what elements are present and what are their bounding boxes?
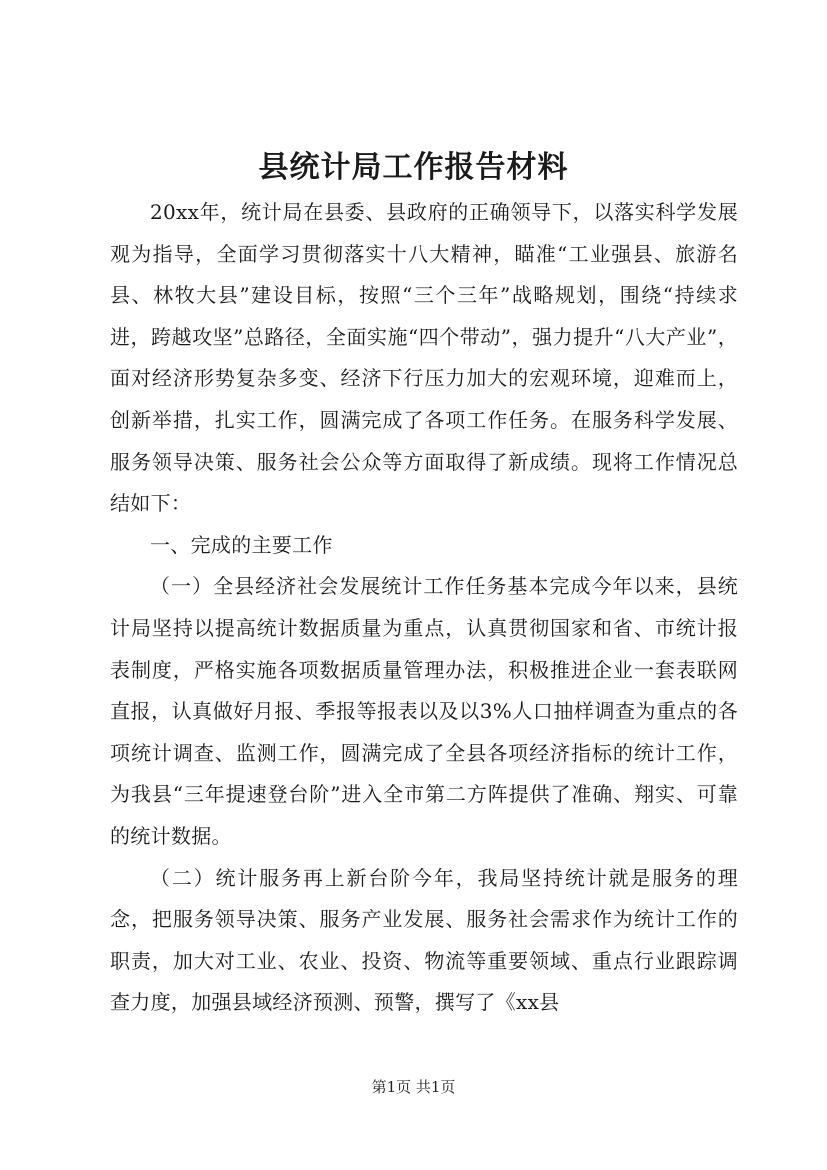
document-body (110, 192, 738, 1024)
paragraph-section-one: （一）全县经济社会发展统计工作任务基本完成今年以来，县统计局坚持以提高统计数据质量为重点，认真贯彻国家和省、市统计报表制度，严格实施各项数据质量管理办法，积极推进企业一套表联网直报，认真做好月报、季报等报表以及以3%人口抽样调查为重点的各项统计调查、监测工作，圆满完成了全县各项经济指标的统计工作，为我县“三年提速登台阶”进入全市第二方阵提供了准确、翔实、可靠的统计数据。 (110, 574, 738, 848)
document-title: 县统计局工作报告材料 (258, 150, 569, 185)
page-footer: 第1页 共1页 (371, 1078, 456, 1096)
paragraph-intro: 20xx年，统计局在县委、县政府的正确领导下，以落实科学发展观为指导，全面学习贯彻落实十八大精神，瞄准“工业强县、旅游名县、林牧大县”建设目标，按照“三个三年”战略规划，围绕“持续求进，跨越攻坚”总路径，全面实施“四个带动”，强力提升“八大产业”，面对经济形势复杂多变、经济下行压力加大的宏观环境，迎难而上，创新举措，扎实工作，圆满完成了各项工作任务。在服务科学发展、服务领导决策、服务社会公众等方面取得了新成绩。现将工作情况总结如下： (110, 200, 738, 516)
paragraph-section-two: （二）统计服务再上新台阶今年，我局坚持统计就是服务的理念，把服务领导决策、服务产业发展、服务社会需求作为统计工作的职责，加大对工业、农业、投资、物流等重要领域、重点行业跟踪调查力度，加强县域经济预测、预警，撰写了《xx县 (110, 865, 738, 1015)
section-heading-main-work: 一、完成的主要工作 (150, 532, 333, 557)
